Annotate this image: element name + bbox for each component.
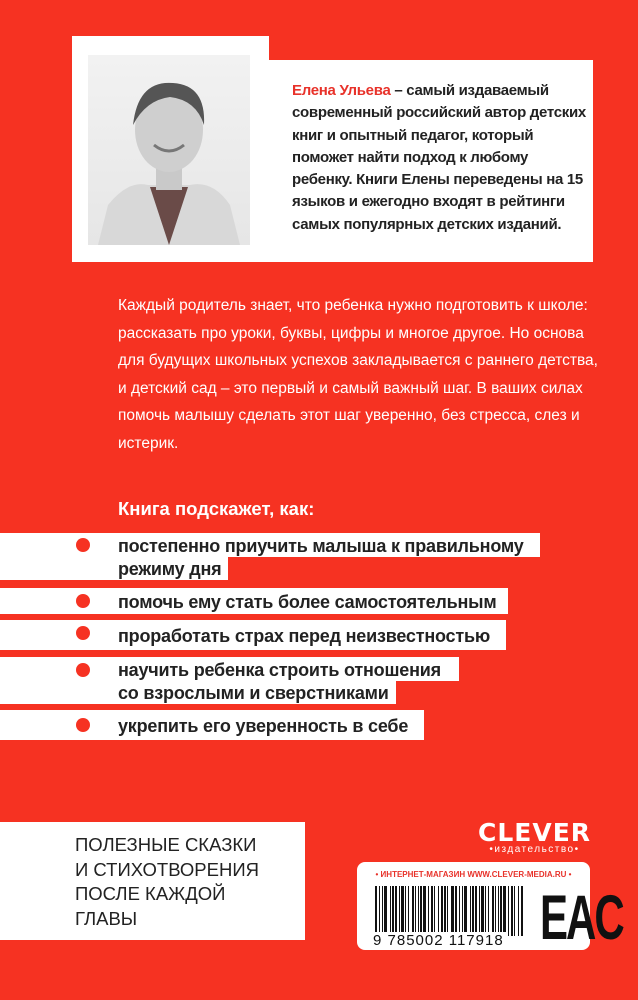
publisher-name: CLEVER bbox=[478, 818, 592, 847]
barcode-bar bbox=[492, 886, 494, 936]
barcode-bar bbox=[464, 886, 467, 936]
barcode-bar bbox=[503, 886, 506, 936]
list-item: научить ребенка строить отношения bbox=[118, 660, 441, 680]
bullet-icon bbox=[76, 718, 90, 732]
barcode-bar bbox=[415, 886, 416, 936]
barcode-bar bbox=[412, 886, 414, 936]
barcode bbox=[375, 886, 525, 936]
barcode-bar bbox=[395, 886, 397, 936]
list-item: помочь ему стать более самостоятельным bbox=[118, 592, 497, 612]
barcode-bar bbox=[500, 886, 502, 936]
publisher-sub: •издательство• bbox=[489, 844, 580, 855]
barcode-bar bbox=[428, 886, 429, 936]
barcode-bar bbox=[420, 886, 422, 936]
list-item: постепенно приучить малыша к правильному bbox=[118, 536, 524, 556]
bonus-text bbox=[75, 833, 259, 931]
barcode-bar bbox=[392, 886, 394, 936]
barcode-bar bbox=[521, 886, 523, 936]
barcode-bar bbox=[405, 886, 406, 936]
bonus-line: И СТИХОТВОРЕНИЯ bbox=[75, 858, 260, 880]
barcode-bar bbox=[472, 886, 474, 936]
barcode-bar bbox=[390, 886, 391, 936]
list-item: режиму дня bbox=[118, 559, 222, 579]
barcode-bar bbox=[441, 886, 443, 936]
author-bio-text: – самый издаваемый современный российский автор детских книг и опытный педагог, который поможет найти подход к любому ребенку. Книги Елены переведены на 15 языков и ежегодно входят в рейтинги самых популярных детских изданий. bbox=[292, 82, 586, 233]
book-description: Каждый родитель знает, что ребенка нужно подготовить к школе: рассказать про уроки, буквы, цифры и многое другое. Но основа для будущих школьных успехов закладывается с раннего детства, и детский сад – это первый и самый важный шаг. В ваших силах помочь малышу сделать этот шаг уверенно, без стресса, слез и истерик. bbox=[118, 297, 598, 452]
barcode-bar bbox=[447, 886, 448, 936]
barcode-bar bbox=[401, 886, 404, 936]
barcode-bar bbox=[488, 886, 489, 936]
eac-mark: EAC bbox=[540, 882, 623, 953]
barcode-bar bbox=[479, 886, 480, 936]
barcode-bar bbox=[375, 886, 377, 936]
author-bio bbox=[292, 80, 587, 236]
barcode-bar bbox=[451, 886, 454, 936]
barcode-bar bbox=[434, 886, 435, 936]
barcode-bar bbox=[462, 886, 463, 936]
barcode-bar bbox=[399, 886, 400, 936]
barcode-bar bbox=[382, 886, 383, 936]
barcode-bar bbox=[498, 886, 499, 936]
barcode-bar bbox=[379, 886, 380, 936]
barcode-bar bbox=[384, 886, 387, 936]
barcode-bar bbox=[475, 886, 477, 936]
barcode-bar bbox=[514, 886, 515, 936]
barcode-panel bbox=[357, 862, 623, 953]
barcode-bar bbox=[511, 886, 513, 936]
shop-url: • ИНТЕРНЕТ-МАГАЗИН WWW.CLEVER-MEDIA.RU • bbox=[375, 870, 572, 879]
list-item: со взрослыми и сверстниками bbox=[118, 683, 389, 703]
list-title: Книга подскажет, как: bbox=[118, 498, 315, 519]
bullet-icon bbox=[76, 594, 90, 608]
barcode-bar bbox=[418, 886, 419, 936]
bullet-icon bbox=[76, 626, 90, 640]
barcode-bar bbox=[481, 886, 484, 936]
barcode-bar bbox=[455, 886, 457, 936]
list-item: укрепить его уверенность в себе bbox=[118, 716, 409, 736]
barcode-bar bbox=[508, 886, 509, 936]
list-item: проработать страх перед неизвестностью bbox=[118, 626, 491, 646]
barcode-bar bbox=[485, 886, 486, 936]
barcode-bar bbox=[518, 886, 519, 936]
barcode-bar bbox=[438, 886, 439, 936]
barcode-bar bbox=[431, 886, 433, 936]
bonus-line: ГЛАВЫ bbox=[75, 907, 138, 929]
barcode-bar bbox=[470, 886, 471, 936]
author-photo bbox=[88, 55, 250, 245]
author-name: Елена Ульева bbox=[292, 82, 391, 99]
barcode-bar bbox=[495, 886, 496, 936]
barcode-bar bbox=[408, 886, 409, 936]
barcode-bar bbox=[444, 886, 446, 936]
publisher-logo bbox=[478, 818, 591, 855]
bullet-icon bbox=[76, 538, 90, 552]
bonus-line: ПОСЛЕ КАЖДОЙ bbox=[75, 883, 226, 904]
isbn: 9 785002 117918 bbox=[373, 932, 504, 949]
bullet-icon bbox=[76, 663, 90, 677]
barcode-bar bbox=[459, 886, 460, 936]
barcode-bar bbox=[423, 886, 426, 936]
bonus-line: ПОЛЕЗНЫЕ СКАЗКИ bbox=[75, 834, 257, 855]
